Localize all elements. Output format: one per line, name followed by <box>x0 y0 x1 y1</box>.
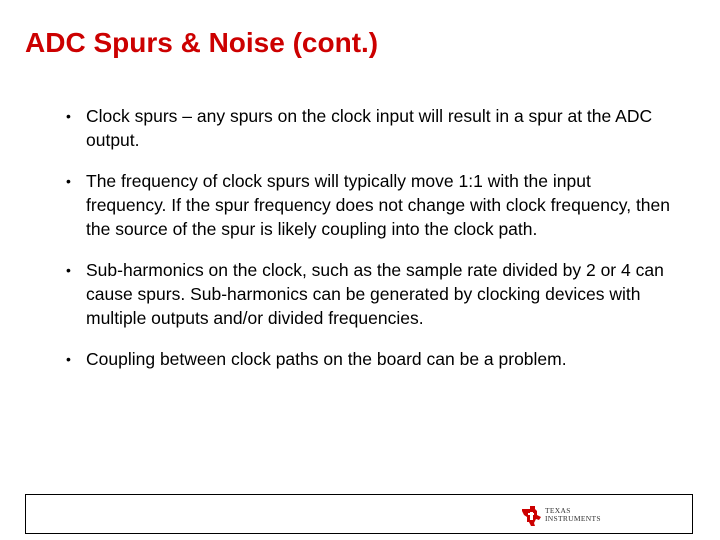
bullet-text: Coupling between clock paths on the board can be a problem. <box>86 349 567 369</box>
bullet-text: Sub-harmonics on the clock, such as the sample rate divided by 2 or 4 can cause spurs. Sub-harmonics can be generated by clocking devices with multiple outputs and/or divided frequencies. <box>86 260 664 328</box>
bullet-item-sub-harmonics <box>66 258 676 330</box>
texas-instruments-logo <box>521 505 617 527</box>
bullet-glyph: • <box>66 173 71 189</box>
logo-text-line1: TEXAS <box>545 506 571 515</box>
logo-wordmark <box>545 507 601 523</box>
bullet-glyph: • <box>66 108 71 124</box>
texas-instruments-logo-icon <box>521 505 543 527</box>
bullet-text: The frequency of clock spurs will typically move 1:1 with the input frequency. If the spur frequency does not change with clock frequency, then the source of the spur is likely coupling into the clock path. <box>86 171 671 239</box>
slide-title: ADC Spurs & Noise (cont.) <box>25 27 379 58</box>
bullet-glyph: • <box>66 351 71 367</box>
bullet-glyph: • <box>66 262 71 278</box>
bullet-list <box>66 104 676 388</box>
bullet-text: Clock spurs – any spurs on the clock input will result in a spur at the ADC output. <box>86 106 653 150</box>
bullet-item-clock-spurs <box>66 104 676 152</box>
bullet-item-clock-path-coupling <box>66 347 676 371</box>
logo-text-line2: INSTRUMENTS <box>545 514 601 523</box>
bullet-item-clock-spur-frequency <box>66 169 676 241</box>
